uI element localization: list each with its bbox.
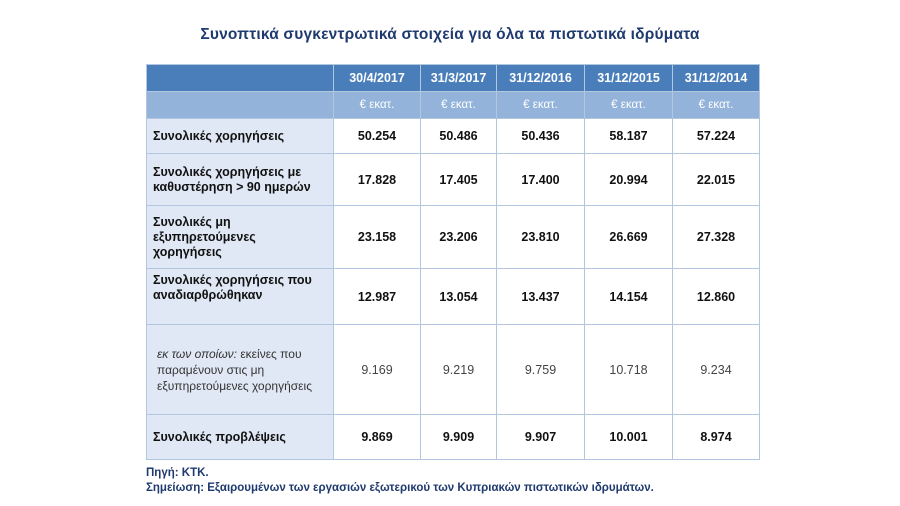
remark-note: Σημείωση: Εξαιρουμένων των εργασιών εξωτερικού των Κυπριακών πιστωτικών ιδρυμάτων. <box>146 482 654 494</box>
unit-corner <box>147 92 334 119</box>
value-cell: 10.001 <box>585 415 673 460</box>
value-cell: 13.054 <box>421 269 497 325</box>
row-label: Συνολικές προβλέψεις <box>147 415 334 460</box>
value-cell: 12.860 <box>673 269 760 325</box>
unit-cell: € εκατ. <box>334 92 421 119</box>
row-label: Συνολικές μη εξυπηρετούμενες χορηγήσεις <box>147 206 334 269</box>
column-header: 31/12/2016 <box>497 65 585 92</box>
table-row <box>147 119 760 154</box>
summary-table <box>146 64 760 460</box>
unit-cell: € εκατ. <box>585 92 673 119</box>
footnotes <box>146 466 654 496</box>
value-cell: 9.907 <box>497 415 585 460</box>
table-title: Συνοπτικά συγκεντρωτικά στοιχεία για όλα τα πιστωτικά ιδρύματα <box>200 26 700 43</box>
unit-cell: € εκατ. <box>421 92 497 119</box>
value-cell: 8.974 <box>673 415 760 460</box>
row-label: Συνολικές χορηγήσεις με καθυστέρηση > 90 ημερών <box>147 154 334 206</box>
unit-cell: € εκατ. <box>497 92 585 119</box>
value-cell: 23.206 <box>421 206 497 269</box>
source-note: Πηγή: ΚΤΚ. <box>146 467 209 479</box>
value-cell: 9.219 <box>421 325 497 415</box>
value-cell: 12.987 <box>334 269 421 325</box>
header-corner <box>147 65 334 92</box>
value-cell: 9.169 <box>334 325 421 415</box>
row-label: Συνολικές χορηγήσεις <box>147 119 334 154</box>
value-cell: 10.718 <box>585 325 673 415</box>
row-label: Συνολικές χορηγήσεις που αναδιαρθρώθηκαν <box>147 269 334 325</box>
value-cell: 9.869 <box>334 415 421 460</box>
sub-row-text: εκείνες που παραμένουν στις μη εξυπηρετούμενες χορηγήσεις <box>157 346 312 393</box>
table-row <box>147 206 760 269</box>
value-cell: 22.015 <box>673 154 760 206</box>
column-header: 31/12/2014 <box>673 65 760 92</box>
value-cell: 9.759 <box>497 325 585 415</box>
value-cell: 58.187 <box>585 119 673 154</box>
value-cell: 17.405 <box>421 154 497 206</box>
value-cell: 27.328 <box>673 206 760 269</box>
unit-row <box>147 92 760 119</box>
value-cell: 9.234 <box>673 325 760 415</box>
value-cell: 26.669 <box>585 206 673 269</box>
table-row <box>147 325 760 415</box>
unit-cell: € εκατ. <box>673 92 760 119</box>
value-cell: 23.810 <box>497 206 585 269</box>
value-cell: 50.436 <box>497 119 585 154</box>
value-cell: 9.909 <box>421 415 497 460</box>
value-cell: 23.158 <box>334 206 421 269</box>
column-header: 30/4/2017 <box>334 65 421 92</box>
value-cell: 17.828 <box>334 154 421 206</box>
value-cell: 20.994 <box>585 154 673 206</box>
value-cell: 50.254 <box>334 119 421 154</box>
table-row <box>147 415 760 460</box>
value-cell: 50.486 <box>421 119 497 154</box>
header-row <box>147 65 760 92</box>
sub-row-label <box>147 325 334 415</box>
value-cell: 13.437 <box>497 269 585 325</box>
value-cell: 14.154 <box>585 269 673 325</box>
sub-row-prefix: εκ των οποίων: <box>157 346 237 361</box>
column-header: 31/3/2017 <box>421 65 497 92</box>
value-cell: 57.224 <box>673 119 760 154</box>
column-header: 31/12/2015 <box>585 65 673 92</box>
table-row <box>147 154 760 206</box>
table-row <box>147 269 760 325</box>
value-cell: 17.400 <box>497 154 585 206</box>
